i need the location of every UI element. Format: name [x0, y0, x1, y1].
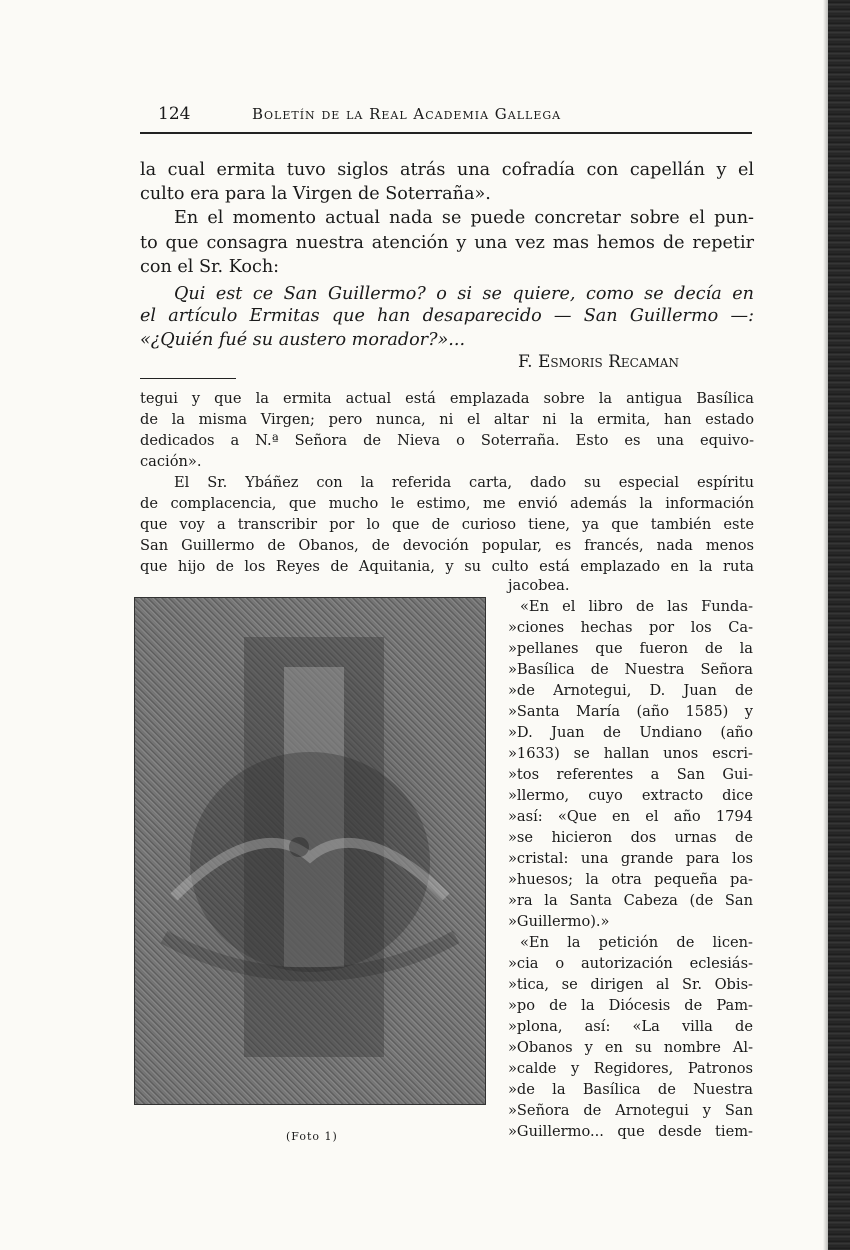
footnote-line: de complacencia, que mucho le estimo, me envió además la información [140, 495, 754, 512]
column-line: »tos referentes a San Gui- [508, 766, 753, 783]
column-line: »de la Basílica de Nuestra [508, 1081, 753, 1098]
column-line: »huesos; la otra pequeña pa- [508, 871, 753, 888]
column-line: »Señora de Arnotegui y San [508, 1102, 753, 1119]
footnote-line: que hijo de los Reyes de Aquitania, y su culto está emplazado en la ruta [140, 558, 754, 575]
column-line: «En la petición de licen- [520, 934, 753, 951]
column-line: »calde y Regidores, Patronos [508, 1060, 753, 1077]
page-header [140, 102, 752, 134]
body-line: to que consagra nuestra atención y una vez mas hemos de repetir [140, 233, 754, 253]
column-line: »tica, se dirigen al Sr. Obis- [508, 976, 753, 993]
column-line: »pellanes que fueron de la [508, 640, 753, 657]
body-line: Qui est ce San Guillermo? o si se quiere, como se decía en [174, 284, 754, 304]
column-line: »se hicieron dos urnas de [508, 829, 753, 846]
column-line: »cia o autorización eclesiás- [508, 955, 753, 972]
column-line: »de Arnotegui, D. Juan de [508, 682, 753, 699]
body-line: con el Sr. Koch: [140, 257, 280, 277]
footnote-line: de la misma Virgen; pero nunca, ni el altar ni la ermita, han estado [140, 411, 754, 428]
column-line: »D. Juan de Undiano (año [508, 724, 753, 741]
body-line: «¿Quién fué su austero morador?»... [140, 330, 466, 350]
photo-figure [134, 597, 486, 1105]
footnote-rule [140, 378, 236, 379]
footnote-line: que voy a transcribir por lo que de curioso tiene, ya que también este [140, 516, 754, 533]
column-line: »po de la Diócesis de Pam- [508, 997, 753, 1014]
running-head: Boletín de la Real Academia Gallega [252, 105, 562, 123]
body-line: En el momento actual nada se puede concretar sobre el pun- [174, 208, 754, 228]
column-line: jacobea. [508, 577, 570, 594]
footnote-line: dedicados a N.ª Señora de Nieva o Soterraña. Esto es una equivo- [140, 432, 754, 449]
author-signature: F. Esmoris Recaman [518, 352, 679, 372]
column-line: »llermo, cuyo extracto dice [508, 787, 753, 804]
footnote-line: San Guillermo de Obanos, de devoción popular, es francés, nada menos [140, 537, 754, 554]
footnote-line: El Sr. Ybáñez con la referida carta, dado su especial espíritu [174, 474, 754, 491]
column-line: »1633) se hallan unos escri- [508, 745, 753, 762]
column-line: »Basílica de Nuestra Señora [508, 661, 753, 678]
body-line: el artículo Ermitas que han desaparecido — San Guillermo —: [140, 306, 754, 326]
body-line: culto era para la Virgen de Soterraña». [140, 184, 491, 204]
column-line: »cristal: una grande para los [508, 850, 753, 867]
body-line: la cual ermita tuvo siglos atrás una cofradía con capellán y el [140, 160, 754, 180]
photo-illustration [134, 597, 486, 1105]
scan-edge [828, 0, 850, 1250]
footnote-line: cación». [140, 453, 202, 470]
column-line: »así: «Que en el año 1794 [508, 808, 753, 825]
column-line: »Santa María (año 1585) y [508, 703, 753, 720]
column-line: »Obanos y en su nombre Al- [508, 1039, 753, 1056]
column-line: »Guillermo... que desde tiem- [508, 1123, 753, 1140]
footnote-line: tegui y que la ermita actual está emplazada sobre la antigua Basílica [140, 390, 754, 407]
photo-caption: (Foto 1) [286, 1130, 338, 1143]
column-line: »ciones hechas por los Ca- [508, 619, 753, 636]
column-line: »Guillermo).» [508, 913, 610, 930]
column-line: «En el libro de las Funda- [520, 598, 753, 615]
page-number: 124 [158, 104, 191, 124]
column-line: »plona, así: «La villa de [508, 1018, 753, 1035]
column-line: »ra la Santa Cabeza (de San [508, 892, 753, 909]
